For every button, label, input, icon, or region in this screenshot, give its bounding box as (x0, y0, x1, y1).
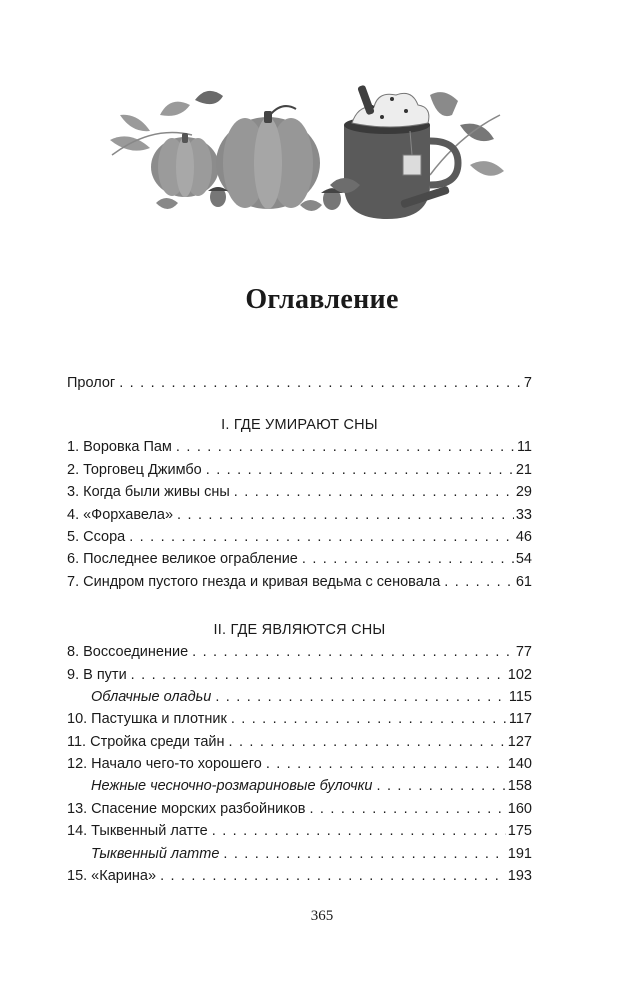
toc-entry-label: Тыквенный латте (91, 845, 220, 862)
dot-leader (176, 436, 515, 458)
dot-leader (160, 865, 506, 887)
toc-entry[interactable] (67, 571, 532, 593)
part-heading: I. ГДЕ УМИРАЮТ СНЫ (221, 417, 378, 434)
toc-entry-label: 1. Воровка Пам (67, 439, 172, 456)
page-title: Оглавление (245, 284, 399, 315)
toc-entry-label: Облачные оладьи (91, 688, 212, 705)
toc-entry-label: Пролог (67, 375, 116, 391)
toc-entry-label: 4. «Форхавела» (67, 506, 174, 523)
toc-entry-page: 175 (507, 823, 532, 840)
toc-entry-page: 115 (508, 688, 532, 705)
dot-leader (192, 641, 514, 663)
toc-entry-page: 77 (515, 644, 532, 661)
toc-entry-label: 7. Синдром пустого гнезда и кривая ведьма с сеновала (67, 573, 441, 590)
dot-leader (212, 820, 506, 842)
toc-entry-page: 158 (507, 778, 532, 795)
toc-entry-prologue[interactable] (67, 372, 532, 394)
toc-entry-label: 11. Стройка среди тайн (67, 733, 225, 750)
dot-leader (444, 571, 514, 593)
toc-entry-page: 11 (516, 439, 532, 456)
dot-leader (223, 843, 505, 865)
toc-entry[interactable] (67, 526, 532, 548)
toc-entry-page: 127 (507, 733, 532, 750)
toc-entry-page: 160 (507, 800, 532, 817)
toc-entry[interactable] (67, 708, 532, 730)
toc-entry[interactable] (67, 504, 532, 526)
toc-entry-label: 10. Пастушка и плотник (67, 711, 227, 728)
toc-entry-page: 29 (515, 484, 532, 501)
dot-leader (131, 664, 506, 686)
dot-leader (302, 548, 514, 570)
toc-entry-recipe[interactable] (67, 686, 532, 708)
toc-entry[interactable] (67, 548, 532, 570)
dot-leader (234, 481, 514, 503)
toc-entry-page: 102 (507, 666, 532, 683)
toc-entry-page: 61 (515, 573, 532, 590)
dot-leader (177, 504, 514, 526)
toc-entry[interactable] (67, 641, 532, 663)
toc-entry[interactable] (67, 865, 532, 887)
toc-entry-label: Нежные чесночно-розмариновые булочки (91, 778, 373, 795)
table-of-contents (67, 372, 532, 887)
toc-entry-label: 8. Воссоединение (67, 644, 189, 661)
toc-entry[interactable] (67, 731, 532, 753)
toc-entry[interactable] (67, 664, 532, 686)
toc-entry-page: 191 (507, 845, 532, 862)
dot-leader (309, 798, 505, 820)
toc-entry-page: 21 (515, 461, 532, 478)
toc-entry-recipe[interactable] (67, 775, 532, 797)
dot-leader (215, 686, 507, 708)
dot-leader (266, 753, 506, 775)
part-heading: II. ГДЕ ЯВЛЯЮТСЯ СНЫ (213, 622, 386, 639)
toc-entry[interactable] (67, 436, 532, 458)
toc-entry-recipe[interactable] (67, 843, 532, 865)
toc-entry-label: 3. Когда были живы сны (67, 484, 230, 501)
dot-leader (119, 372, 522, 394)
dot-leader (229, 731, 506, 753)
toc-entry-label: 15. «Карина» (67, 868, 157, 885)
toc-entry-label: 6. Последнее великое ограбление (67, 551, 298, 568)
toc-entry-page: 193 (507, 868, 532, 885)
dot-leader (231, 708, 507, 730)
toc-entry[interactable] (67, 753, 532, 775)
toc-entry-page: 117 (508, 711, 532, 728)
toc-entry-label: 12. Начало чего-то хорошего (67, 756, 262, 773)
toc-entry[interactable] (67, 481, 532, 503)
toc-entry-page: 46 (515, 528, 532, 545)
toc-entry-label: 13. Спасение морских разбойников (67, 800, 306, 817)
toc-entry[interactable] (67, 798, 532, 820)
toc-entry-label: 5. Ссора (67, 528, 126, 545)
page-number: 365 (310, 908, 334, 924)
toc-entry-page: 140 (507, 756, 532, 773)
dot-leader (206, 459, 514, 481)
toc-entry-page: 54 (515, 551, 532, 568)
autumn-pumpkins-cocoa-illustration (100, 85, 520, 235)
dot-leader (377, 775, 506, 797)
toc-entry[interactable] (67, 459, 532, 481)
toc-entry-label: 2. Торговец Джимбо (67, 461, 202, 478)
dot-leader (129, 526, 514, 548)
toc-entry-label: 14. Тыквенный латте (67, 823, 208, 840)
toc-entry-label: 9. В пути (67, 666, 127, 683)
toc-entry[interactable] (67, 820, 532, 842)
toc-entry-page: 33 (515, 506, 532, 523)
toc-entry-page: 7 (523, 375, 532, 391)
